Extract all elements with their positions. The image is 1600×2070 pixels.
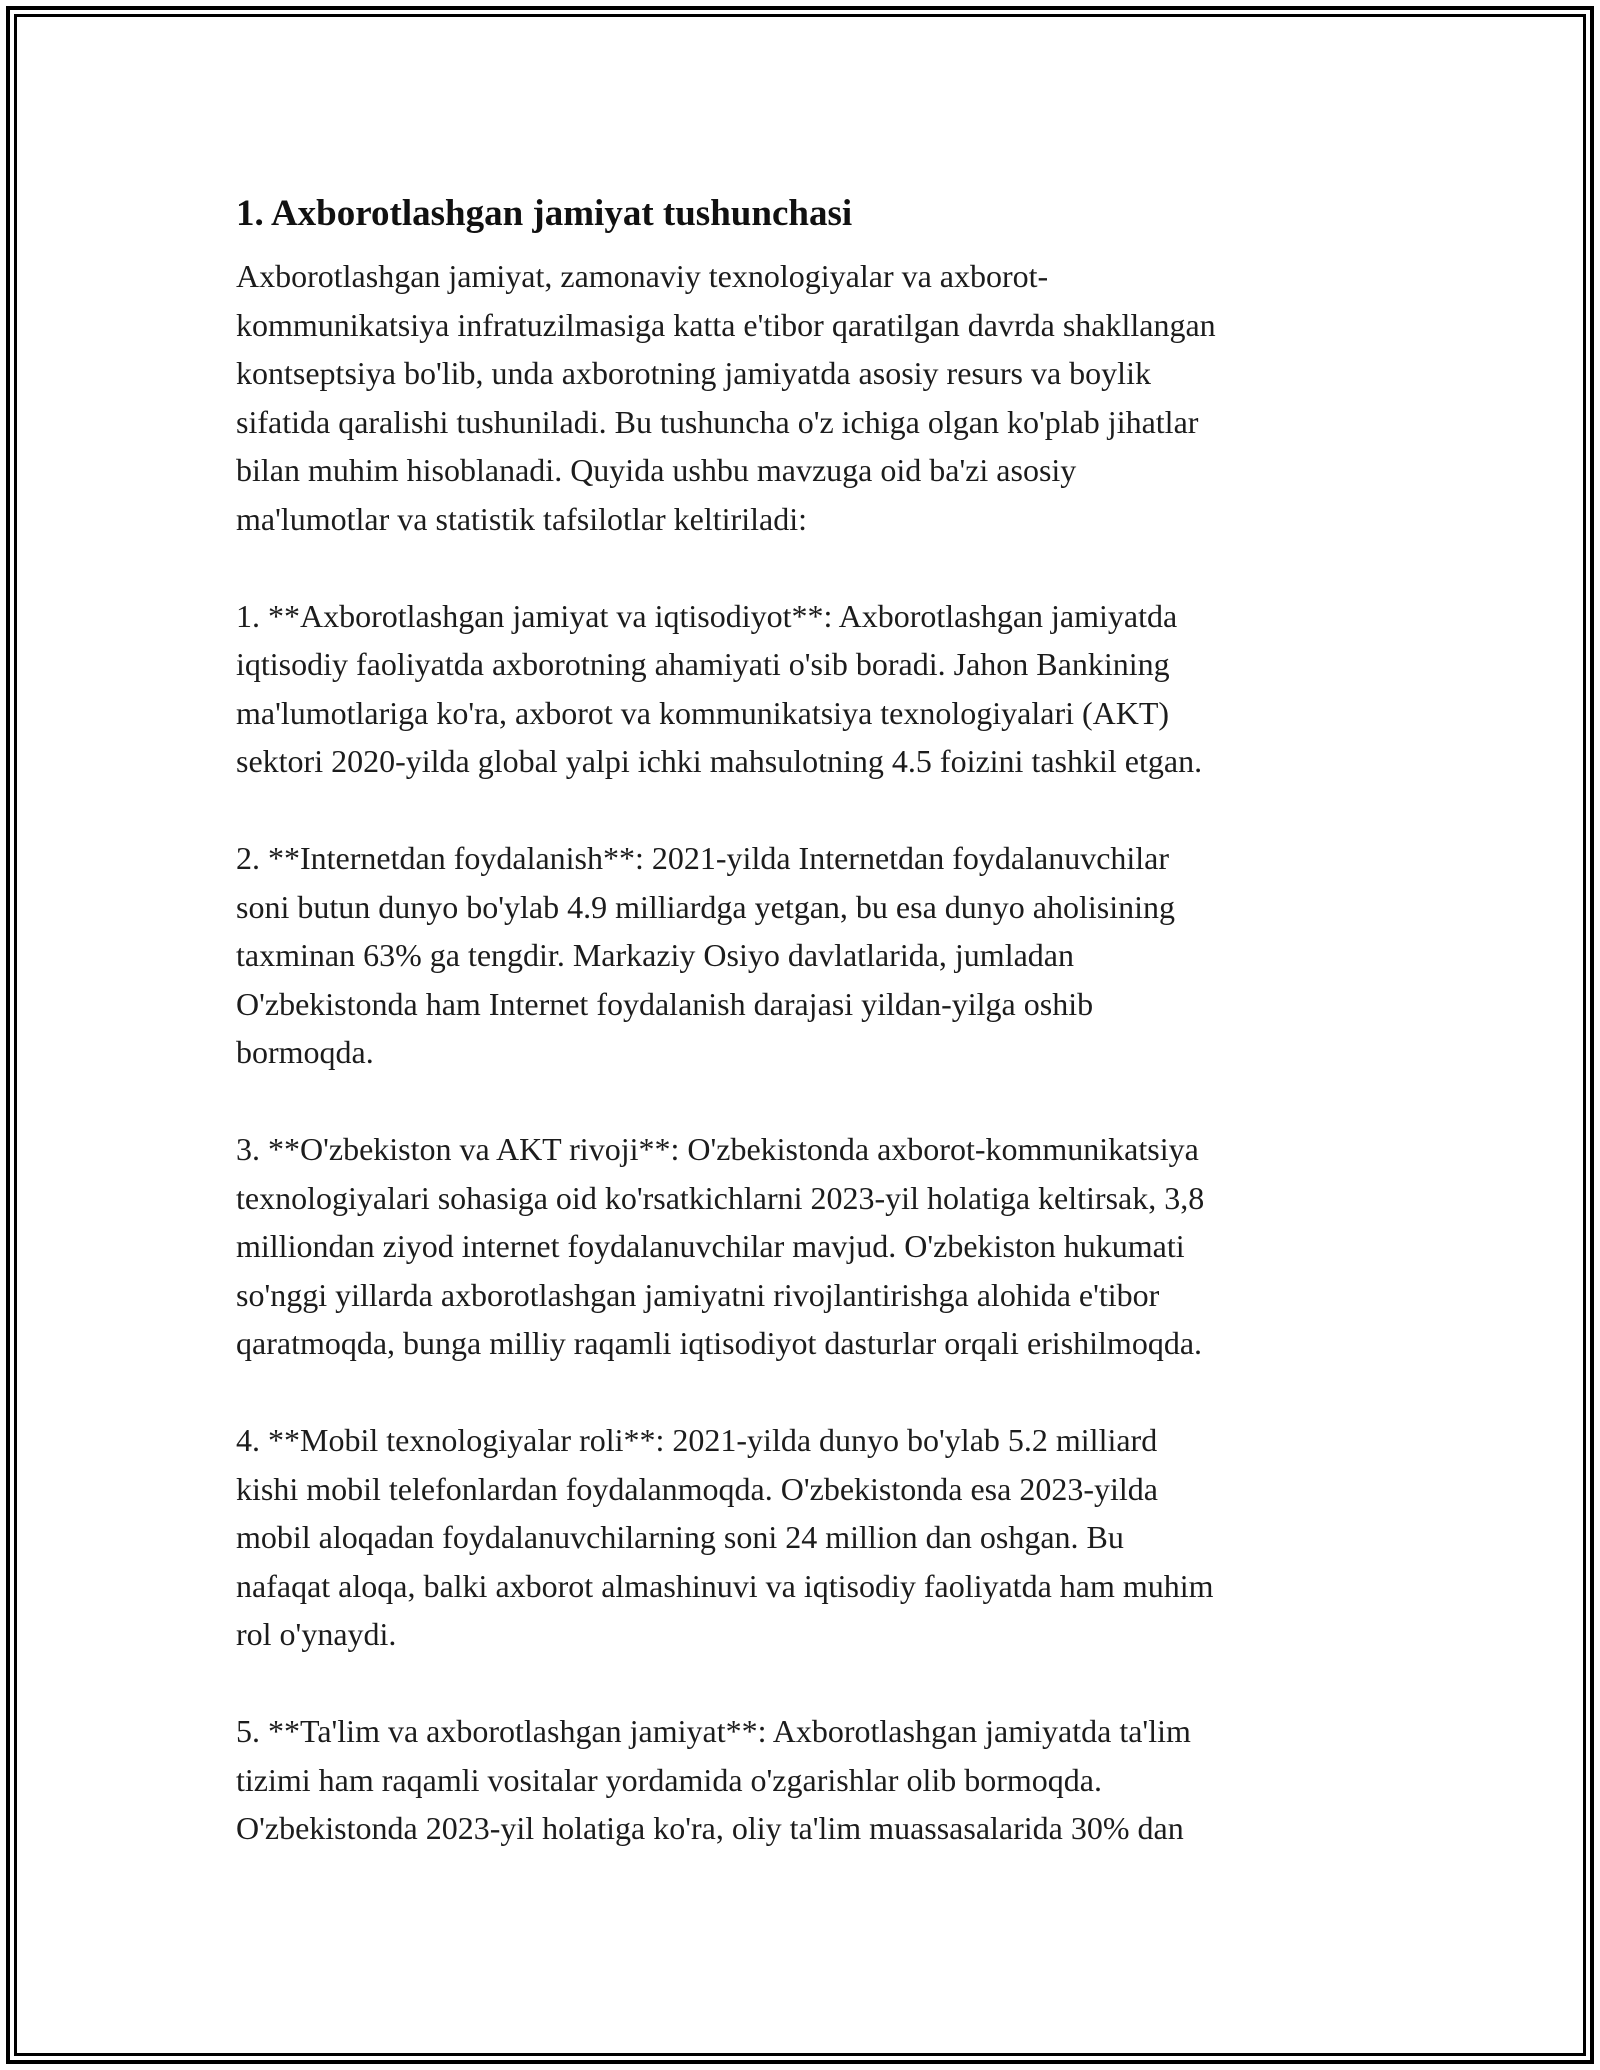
list-item-internet-usage: 2. **Internetdan foydalanish**: 2021-yilda Internetdan foydalanuvchilar soni butun dunyo bo'ylab 4.9 milliardga yetgan, bu esa dunyo aholisining taxminan 63% ga tengdir. Markaziy Osiyo davlatlarida, jumladan O'zbekistonda ham Internet foydalanish darajasi yildan-yilga oshib bormoqda. (236, 840, 1175, 1070)
list-item-uzbekistan-ict: 3. **O'zbekiston va AKT rivoji**: O'zbekistonda axborot-kommunikatsiya texnologiyalari sohasiga oid ko'rsatkichlarni 2023-yil holatiga keltirsak, 3,8 milliondan ziyod internet foydalanuvchilar mavjud. O'zbekiston hukumati so'nggi yillarda axborotlashgan jamiyatni rivojlantirishga alohida e'tibor qaratmoqda, bunga milliy raqamli iqtisodiyot dasturlar orqali erishilmoqda. (236, 1131, 1205, 1361)
section-heading: 1. Axborotlashgan jamiyat tushunchasi (236, 193, 853, 234)
list-item-mobile-technologies: 4. **Mobil texnologiyalar roli**: 2021-yilda dunyo bo'ylab 5.2 milliard kishi mobil telefonlardan foydalanmoqda. O'zbekistonda esa 2023-yilda mobil aloqadan foydalanuvchilarning soni 24 million dan oshgan. Bu nafaqat aloqa, balki axborot almashinuvi va iqtisodiy faoliyatda ham muhim rol o'ynaydi. (236, 1422, 1214, 1652)
document-body (236, 180, 1366, 1853)
list-item-economy: 1. **Axborotlashgan jamiyat va iqtisodiyot**: Axborotlashgan jamiyatda iqtisodiy faoliyatda axborotning ahamiyati o'sib boradi. Jahon Bankining ma'lumotlariga ko'ra, axborot va kommunikatsiya texnologiyalari (AKT) sektori 2020-yilda global yalpi ichki mahsulotning 4.5 foizini tashkil etgan. (236, 597, 1203, 779)
intro-paragraph: Axborotlashgan jamiyat, zamonaviy texnologiyalar va axborot- kommunikatsiya infratuzilmasiga katta e'tibor qaratilgan davrda shakllangan kontseptsiya bo'lib, unda axborotning jamiyatda asosiy resurs va boylik sifatida qaralishi tushuniladi. Bu tushuncha o'z ichiga olgan ko'plab jihatlar bilan muhim hisoblanadi. Quyida ushbu mavzuga oid ba'zi asosiy ma'lumotlar va statistik tafsilotlar keltiriladi: (236, 258, 1216, 537)
list-item-education: 5. **Ta'lim va axborotlashgan jamiyat**: Axborotlashgan jamiyatda ta'lim tizimi ham raqamli vositalar yordamida o'zgarishlar olib bormoqda. O'zbekistonda 2023-yil holatiga ko'ra, oliy ta'lim muassasalarida 30% dan (236, 1713, 1191, 1846)
